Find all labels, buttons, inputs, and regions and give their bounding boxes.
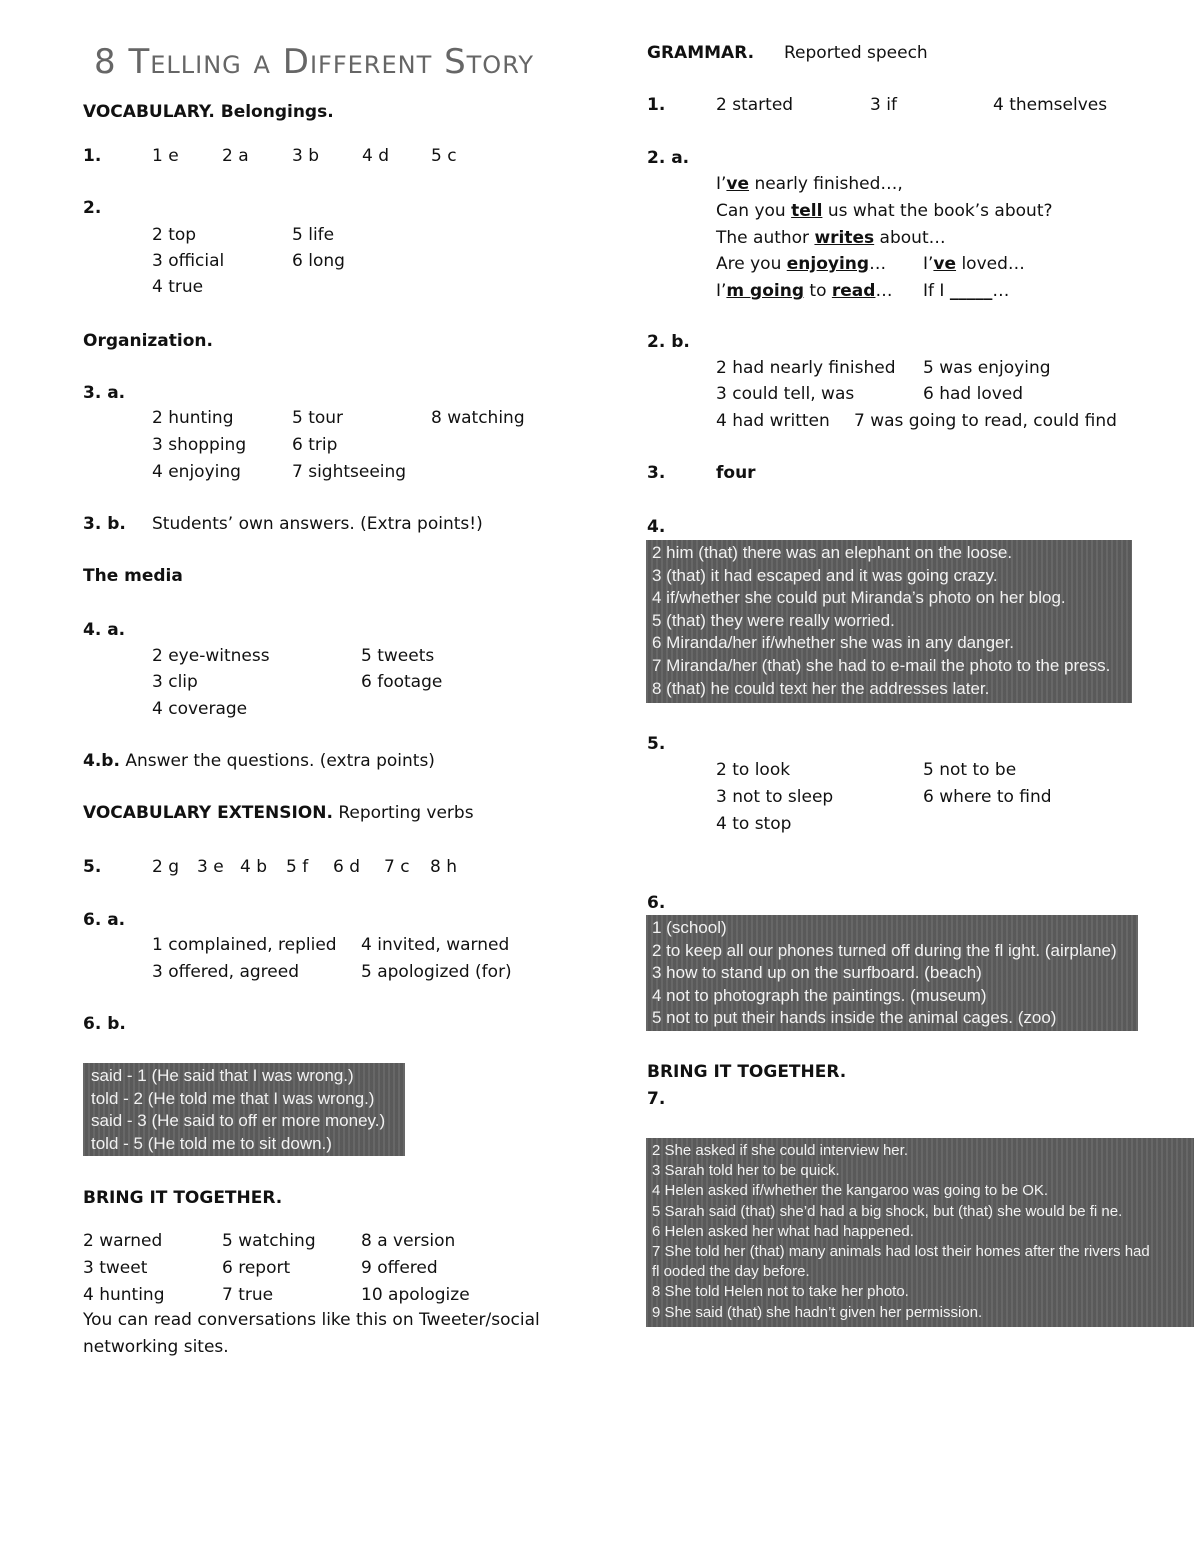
q4b-row [83, 751, 435, 771]
box-line: said - 3 (He said to off er more money.) [91, 1111, 386, 1130]
underlined-verb: enjoying [786, 254, 870, 274]
box-line: 2 to keep all our phones turned off during the fl ight. (airplane) [652, 940, 1117, 960]
box-line: 8 (that) he could text her the addresses later. [652, 678, 990, 698]
answer-item: 6 trip [292, 435, 338, 455]
answer-item: 9 offered [361, 1258, 438, 1278]
answer-item: 10 apologize [361, 1285, 470, 1305]
answer-item: 6 footage [361, 672, 443, 692]
answer-item: 1 e [152, 146, 179, 166]
q6b-answer-box [83, 1063, 405, 1156]
box-line: 3 how to stand up on the surfboard. (beach) [652, 963, 982, 982]
box-line: 4 if/whether she could put Miranda’s photo on her blog. [652, 588, 1066, 608]
answer-item: 6 had loved [923, 384, 1024, 404]
box-line: told - 2 (He told me that I was wrong.) [91, 1088, 375, 1108]
g2a-line-4 [716, 254, 886, 274]
text: I’ [716, 174, 727, 194]
answer-item: 3 clip [152, 672, 198, 692]
box-line: 3 (that) it had escaped and it was going crazy. [652, 565, 998, 585]
q6a-label: 6. a. [83, 910, 126, 930]
answer-item: 5 tweets [361, 646, 435, 666]
answer-item: 7 true [222, 1285, 274, 1305]
answer-item: 5 watching [222, 1231, 316, 1251]
answer-item: 7 was going to read, could find [854, 411, 1117, 431]
answer-item: 4 to stop [716, 814, 792, 834]
vocabulary-subheading: Belongings. [220, 102, 334, 122]
g3-answer: four [716, 463, 756, 483]
box-line: 6 Miranda/her if/whether she was in any danger. [652, 633, 1014, 653]
media-heading: The media [83, 566, 183, 586]
box-line: 2 him (that) there was an elephant on the loose. [652, 543, 1013, 562]
answer-item: 3 not to sleep [716, 787, 834, 807]
text: us what the book’s about? [822, 201, 1053, 221]
text: I’ [716, 281, 727, 301]
answer-item: 3 tweet [83, 1258, 148, 1278]
answer-item: 8 a version [361, 1231, 456, 1251]
q2-label: 2. [83, 198, 102, 218]
answer-item: 4 hunting [83, 1285, 165, 1305]
answer-item: 4 enjoying [152, 462, 241, 482]
answer-item: 5 was enjoying [923, 358, 1051, 378]
answer-item: 4 coverage [152, 699, 248, 719]
vocab-extension-subheading: Reporting verbs [338, 803, 474, 823]
answer-item: 5 not to be [923, 760, 1017, 780]
answer-item: 6 where to find [923, 787, 1052, 807]
text: loved… [956, 254, 1025, 274]
underlined-verb: m going [726, 281, 805, 301]
g2a-line-1 [716, 174, 903, 194]
answer-item: 2 eye-witness [152, 646, 270, 666]
bring-note-line-2: networking sites. [83, 1337, 229, 1357]
blank: _____ [949, 281, 993, 301]
organization-heading: Organization. [83, 331, 213, 351]
box-line: 7 She told her (that) many animals had lost their homes after the rivers had [652, 1243, 1150, 1261]
answer-item: 2 top [152, 225, 197, 245]
q3b-label: 3. b. [83, 514, 126, 534]
text: … [992, 281, 1010, 301]
box-line: 6 Helen asked her what had happened. [652, 1222, 914, 1240]
answer-item: 1 complained, replied [152, 935, 337, 955]
box-line: 2 She asked if she could interview her. [652, 1142, 908, 1159]
g7-answer-box [646, 1138, 1194, 1327]
answer-item: 6 report [222, 1258, 291, 1278]
answer-item: 5 apologized (for) [361, 962, 512, 982]
answer-item: 7 c [384, 857, 410, 877]
underlined-verb: writes [814, 228, 875, 248]
box-line: 8 She told Helen not to take her photo. [652, 1283, 909, 1301]
q4b-answer: Answer the questions. (extra points) [125, 751, 435, 771]
answer-item: 3 offered, agreed [152, 962, 299, 982]
g2a-line-3 [716, 228, 946, 248]
q1-label: 1. [83, 146, 102, 166]
vocabulary-heading [83, 102, 334, 122]
vocabulary-heading-text: VOCABULARY. [83, 102, 215, 122]
g2a-line-2 [716, 201, 1053, 221]
text: I’ [923, 254, 934, 274]
underlined-verb: ve [726, 174, 750, 194]
box-line: 5 (that) they were really worried. [652, 610, 895, 630]
box-line: 5 Sarah said (that) she’d had a big shock, but (that) she would be fi ne. [652, 1202, 1123, 1220]
text: Can you [716, 201, 792, 221]
text: about… [874, 228, 946, 248]
answer-item: 3 could tell, was [716, 384, 855, 404]
answer-item: 8 h [430, 857, 457, 877]
g6-answer-box [646, 915, 1138, 1031]
box-line: fl ooded the day before. [652, 1263, 810, 1281]
text: The author [716, 228, 815, 248]
grammar-heading: GRAMMAR. [647, 43, 755, 63]
g4-label: 4. [647, 517, 666, 537]
answer-item: 3 if [870, 95, 897, 115]
answer-item: 5 c [431, 146, 457, 166]
answer-item: 7 sightseeing [292, 462, 407, 482]
box-line: told - 5 (He told me to sit down.) [91, 1133, 332, 1153]
text: nearly finished…, [749, 174, 903, 194]
box-line: 7 Miranda/her (that) she had to e-mail the photo to the press. [652, 655, 1111, 675]
q3a-label: 3. a. [83, 383, 126, 403]
answer-item: 6 long [292, 251, 345, 271]
answer-item: 5 life [292, 225, 335, 245]
underlined-verb: read [831, 281, 876, 301]
page-title: 8 Telling a Different Story [94, 42, 535, 82]
text: to [804, 281, 832, 301]
answer-item: 3 official [152, 251, 225, 271]
answer-item: 2 a [222, 146, 249, 166]
box-line: 5 not to put their hands inside the animal cages. (zoo) [652, 1008, 1057, 1027]
answer-item: 8 watching [431, 408, 525, 428]
q6b-label: 6. b. [83, 1014, 126, 1034]
answer-item: 4 b [240, 857, 268, 877]
answer-item: 2 hunting [152, 408, 234, 428]
vocab-extension-heading-text: VOCABULARY EXTENSION. [83, 803, 333, 823]
g6-label: 6. [647, 893, 666, 913]
g2a-line-5b [923, 281, 1009, 301]
answer-item: 4 true [152, 277, 204, 297]
text: … [875, 281, 893, 301]
answer-item: 2 started [716, 95, 794, 115]
g1-label: 1. [647, 95, 666, 115]
box-line: 4 Helen asked if/whether the kangaroo was going to be OK. [652, 1182, 1049, 1200]
vocab-extension-heading [83, 803, 474, 823]
text: … [869, 254, 887, 274]
box-line: 1 (school) [652, 918, 727, 937]
bring-together-heading: BRING IT TOGETHER. [83, 1188, 283, 1208]
g7-label: 7. [647, 1089, 666, 1109]
answer-item: 3 shopping [152, 435, 247, 455]
g4-answer-box [646, 540, 1132, 703]
answer-item: 2 had nearly finished [716, 358, 896, 378]
q3b-answer: Students’ own answers. (Extra points!) [152, 514, 483, 534]
answer-item: 3 b [292, 146, 320, 166]
underlined-verb: tell [791, 201, 823, 221]
q4b-label: 4.b. [83, 751, 120, 771]
g2a-line-5 [716, 281, 892, 301]
box-line: 9 She said (that) she hadn’t given her permission. [652, 1303, 983, 1321]
g3-label: 3. [647, 463, 666, 483]
g2a-label: 2. a. [647, 148, 690, 168]
answer-item: 3 e [197, 857, 224, 877]
box-line: 4 not to photograph the paintings. (museum) [652, 985, 987, 1005]
q5-label: 5. [83, 857, 102, 877]
underlined-verb: ve [933, 254, 957, 274]
answer-item: 4 invited, warned [361, 935, 510, 955]
answer-item: 2 g [152, 857, 180, 877]
text: Are you [716, 254, 787, 274]
answer-item: 5 tour [292, 408, 344, 428]
box-line: 3 Sarah told her to be quick. [652, 1162, 840, 1180]
text: If I [923, 281, 950, 301]
g5-label: 5. [647, 734, 666, 754]
q4a-label: 4. a. [83, 620, 126, 640]
answer-item: 2 to look [716, 760, 791, 780]
answer-item: 2 warned [83, 1231, 163, 1251]
answer-item: 5 f [286, 857, 309, 877]
g2b-label: 2. b. [647, 332, 690, 352]
g2a-line-4b [923, 254, 1025, 274]
answer-item: 6 d [333, 857, 361, 877]
bring-note-line-1: You can read conversations like this on Tweeter/social [83, 1310, 540, 1330]
box-line: said - 1 (He said that I was wrong.) [91, 1066, 354, 1085]
grammar-subheading: Reported speech [784, 43, 928, 63]
bring-together-heading-right: BRING IT TOGETHER. [647, 1062, 847, 1082]
answer-item: 4 themselves [993, 95, 1108, 115]
answer-item: 4 d [362, 146, 390, 166]
answer-item: 4 had written [716, 411, 830, 431]
